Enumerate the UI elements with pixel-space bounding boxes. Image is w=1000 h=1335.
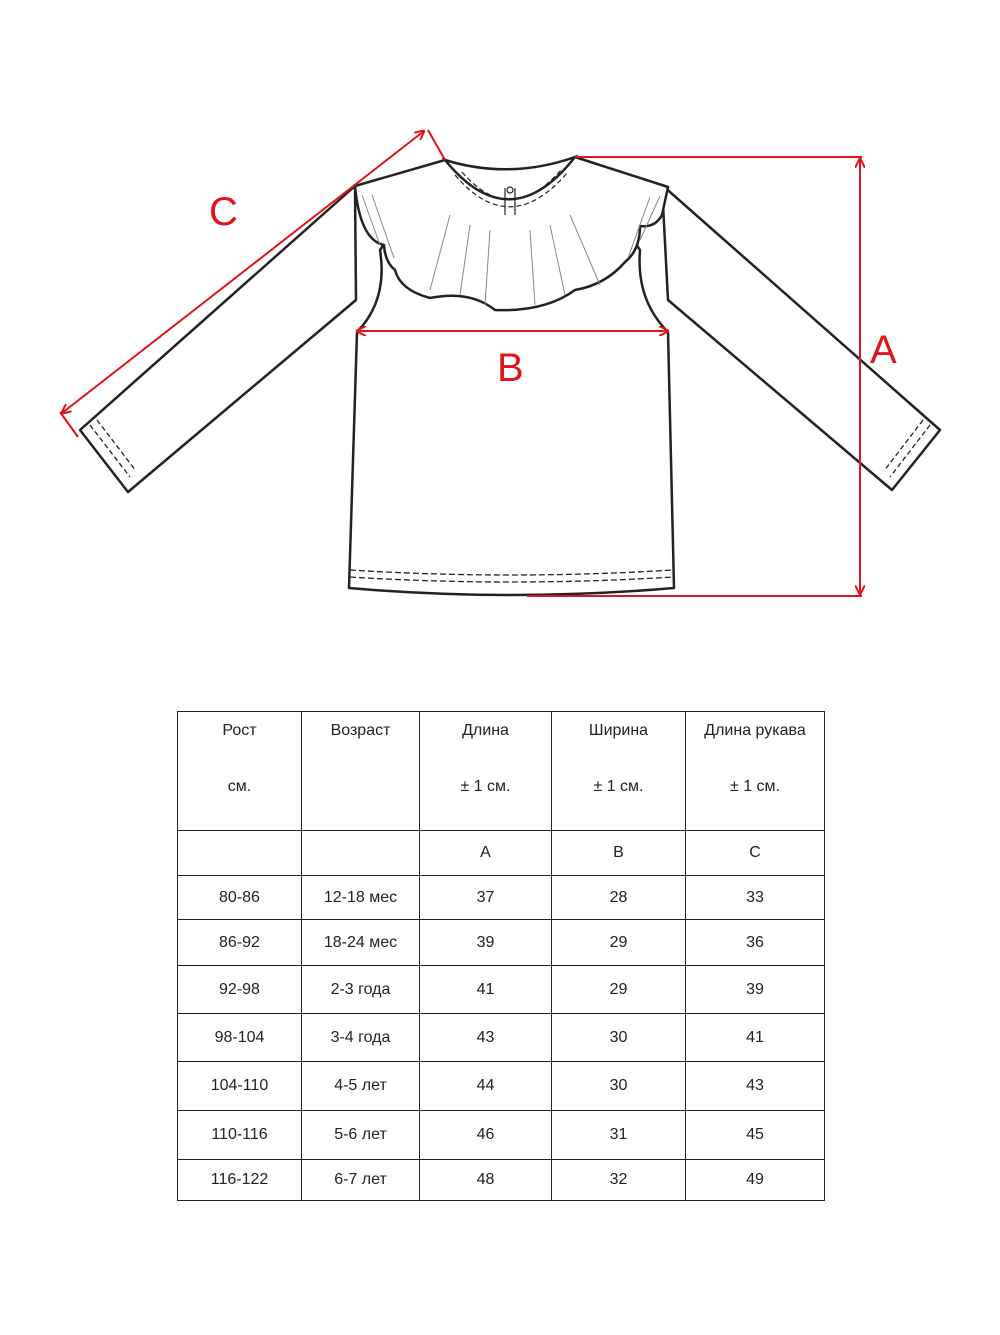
table-row xyxy=(178,966,825,1014)
cell-length: 37 xyxy=(420,876,552,920)
cell-length: 46 xyxy=(420,1111,552,1160)
cell-age: 2-3 года xyxy=(302,966,420,1014)
dimension-label-a: A xyxy=(870,328,897,372)
table-header-row xyxy=(178,712,825,831)
cell-width: 31 xyxy=(552,1111,686,1160)
cell-width: 32 xyxy=(552,1160,686,1201)
cell-length: 41 xyxy=(420,966,552,1014)
cell-length: 43 xyxy=(420,1014,552,1062)
cell-height: 116-122 xyxy=(178,1160,302,1201)
cell-height: 86-92 xyxy=(178,920,302,966)
table-row xyxy=(178,876,825,920)
header-letter-a: A xyxy=(420,831,552,876)
cell-width: 29 xyxy=(552,920,686,966)
cell-age: 12-18 мес xyxy=(302,876,420,920)
header-age-continued xyxy=(302,831,420,876)
header-letter-c: C xyxy=(686,831,825,876)
table-row xyxy=(178,1014,825,1062)
header-age: Возраст xyxy=(302,712,420,831)
header-height: Рост см. xyxy=(178,712,302,831)
header-letter-b: B xyxy=(552,831,686,876)
cell-sleeve: 36 xyxy=(686,920,825,966)
cell-length: 39 xyxy=(420,920,552,966)
cell-height: 104-110 xyxy=(178,1062,302,1111)
cell-width: 30 xyxy=(552,1062,686,1111)
garment-diagram xyxy=(0,0,1000,640)
cell-width: 29 xyxy=(552,966,686,1014)
header-width: Ширина ± 1 см. xyxy=(552,712,686,831)
table-row xyxy=(178,920,825,966)
table-letter-row xyxy=(178,831,825,876)
cell-sleeve: 41 xyxy=(686,1014,825,1062)
cell-age: 5-6 лет xyxy=(302,1111,420,1160)
header-height-continued xyxy=(178,831,302,876)
cell-sleeve: 39 xyxy=(686,966,825,1014)
table-row xyxy=(178,1062,825,1111)
cell-length: 44 xyxy=(420,1062,552,1111)
cell-age: 4-5 лет xyxy=(302,1062,420,1111)
cell-age: 6-7 лет xyxy=(302,1160,420,1201)
right-sleeve xyxy=(662,185,940,490)
cell-sleeve: 43 xyxy=(686,1062,825,1111)
cell-length: 48 xyxy=(420,1160,552,1201)
dimension-label-b: B xyxy=(497,346,524,390)
cell-sleeve: 45 xyxy=(686,1111,825,1160)
cell-height: 80-86 xyxy=(178,876,302,920)
cell-height: 98-104 xyxy=(178,1014,302,1062)
table-row xyxy=(178,1111,825,1160)
cell-height: 110-116 xyxy=(178,1111,302,1160)
cell-width: 30 xyxy=(552,1014,686,1062)
header-length: Длина ± 1 см. xyxy=(420,712,552,831)
cell-width: 28 xyxy=(552,876,686,920)
dimension-label-c: C xyxy=(209,190,238,234)
cell-age: 18-24 мес xyxy=(302,920,420,966)
size-table xyxy=(177,711,825,1201)
cell-sleeve: 33 xyxy=(686,876,825,920)
cell-age: 3-4 года xyxy=(302,1014,420,1062)
cell-height: 92-98 xyxy=(178,966,302,1014)
table-row xyxy=(178,1160,825,1201)
header-sleeve-length: Длина рукава ± 1 см. xyxy=(686,712,825,831)
cell-sleeve: 49 xyxy=(686,1160,825,1201)
